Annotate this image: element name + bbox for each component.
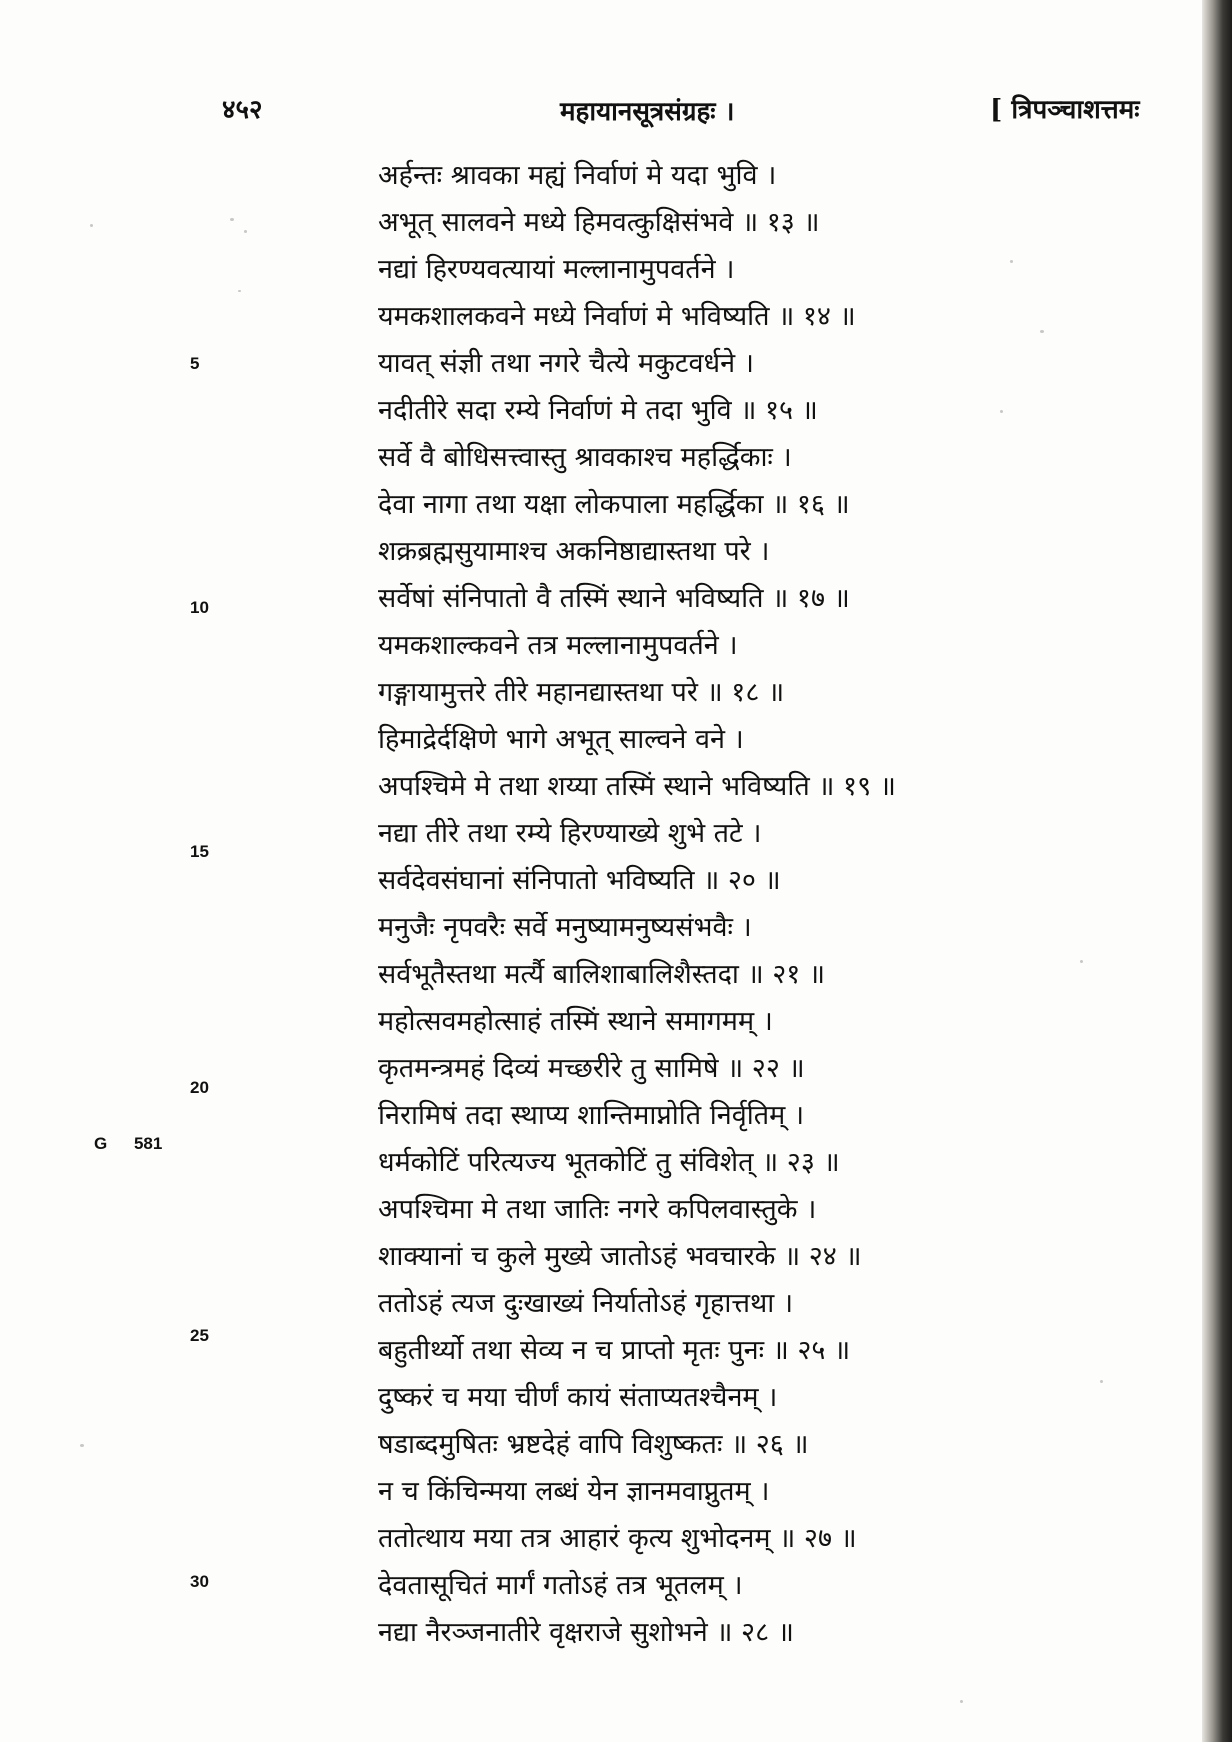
verse-line: नदीतीरे सदा रम्ये निर्वाणं मे तदा भुवि ॥ १५ ॥ [378,395,818,426]
verse-line: ततोऽहं त्यज दुःखाख्यं निर्यातोऽहं गृहात्तथा । [378,1288,794,1319]
verse-line: षडाब्दमुषितः भ्रष्टदेहं वापि विशुष्कतः ॥ २६ ॥ [378,1429,809,1460]
verse-line: न च किंचिन्मया लब्धं येन ज्ञानमवाप्नुतम् । [378,1476,770,1507]
line-number: 5 [190,354,200,373]
page-number: ४५२ [222,95,263,125]
verse-line: धर्मकोटिं परित्यज्य भूतकोटिं तु संविशेत् ॥ २३ ॥ [378,1147,840,1178]
verse-line: सर्वे वै बोधिसत्त्वास्तु श्रावकाश्च महर्द्धिकाः । [378,442,792,473]
scan-speck [230,218,234,221]
scan-speck [238,290,241,292]
verse-line: सर्वेषां संनिपातो वै तस्मिं स्थाने भविष्यति ॥ १७ ॥ [378,583,850,614]
line-number: 15 [190,842,209,861]
scan-speck [244,230,247,233]
scan-speck [80,1444,84,1447]
verse-line: नद्यां हिरण्यवत्यायां मल्लानामुपवर्तने । [378,254,735,285]
verse-line: बहुतीर्थ्यो तथा सेव्य न च प्राप्तो मृतः पुनः ॥ २५ ॥ [378,1335,851,1366]
binding-edge [1202,0,1232,1742]
verse-line: नद्या नैरञ्जनातीरे वृक्षराजे सुशोभने ॥ २८ ॥ [378,1617,794,1648]
verse-line: ततोत्थाय मया तत्र आहारं कृत्य शुभोदनम् ॥ २७ ॥ [378,1523,857,1554]
verse-line: मनुजैः नृपवरैः सर्वे मनुष्यामनुष्यसंभवैः । [378,912,752,943]
verse-line: दुष्करं च मया चीर्णं कायं संताप्यतश्चैनम् । [378,1382,778,1413]
verse-line: यमकशालकवने मध्ये निर्वाणं मे भविष्यति ॥ १४ ॥ [378,301,856,332]
verse-line: देवतासूचितं मार्गं गतोऽहं तत्र भूतलम् । [378,1570,743,1601]
verse-line: गङ्गायामुत्तरे तीरे महानद्यास्तथा परे ॥ १८ ॥ [378,677,785,708]
margin-reference: G 581 [94,1134,163,1153]
scan-speck [960,1700,963,1703]
verse-line: निरामिषं तदा स्थाप्य शान्तिमाप्नोति निर्वृतिम् । [378,1100,805,1131]
line-number: 30 [190,1572,209,1591]
line-number: 20 [190,1078,209,1097]
running-title: महायानसूत्रसंग्रहः । [560,97,735,127]
verse-line: सर्वदेवसंघानां संनिपातो भविष्यति ॥ २० ॥ [378,865,781,896]
verse-block [378,152,978,1656]
verse-line: अर्हन्तः श्रावका मह्यं निर्वाणं मे यदा भुवि । [378,160,777,191]
verse-line: शक्रब्रह्मसुयामाश्च अकनिष्ठाद्यास्तथा परे । [378,536,770,567]
scan-speck [1000,410,1003,413]
verse-line: यमकशाल्कवने तत्र मल्लानामुपवर्तने । [378,630,738,661]
scan-speck [1100,1380,1103,1383]
scan-speck [1010,260,1013,263]
verse-line: अपश्चिमा मे तथा जातिः नगरे कपिलवास्तुके । [378,1194,817,1225]
verse-line: यावत् संज्ञी तथा नगरे चैत्ये मकुटवर्धने । [378,348,754,379]
verse-line: सर्वभूतैस्तथा मर्त्यै बालिशाबालिशैस्तदा ॥ २१ ॥ [378,959,826,990]
verse-line: कृतमन्त्रमहं दिव्यं मच्छरीरे तु सामिषे ॥ २२ ॥ [378,1053,805,1084]
verse-line: अभूत् सालवने मध्ये हिमवत्कुक्षिसंभवे ॥ १३ ॥ [378,207,820,238]
verse-line: अपश्चिमे मे तथा शय्या तस्मिं स्थाने भविष्यति ॥ १९ ॥ [378,771,896,802]
scan-speck [1040,330,1044,333]
line-number: 25 [190,1326,209,1345]
verse-line: हिमाद्रेर्दक्षिणे भागे अभूत् साल्वने वने । [378,724,744,755]
verse-line: शाक्यानां च कुले मुख्ये जातोऽहं भवचारके ॥ २४ ॥ [378,1241,862,1272]
verse-line: नद्या तीरे तथा रम्ये हिरण्याख्ये शुभे तटे । [378,818,762,849]
scan-speck [90,224,93,227]
scan-speck [1080,960,1083,963]
verse-line: महोत्सवमहोत्साहं तस्मिं स्थाने समागमम् । [378,1006,773,1037]
verse-line: देवा नागा तथा यक्षा लोकपाला महर्द्धिका ॥ १६ ॥ [378,489,850,520]
section-heading: [ त्रिपञ्चाशत्तमः [990,95,1140,125]
line-number: 10 [190,598,209,617]
